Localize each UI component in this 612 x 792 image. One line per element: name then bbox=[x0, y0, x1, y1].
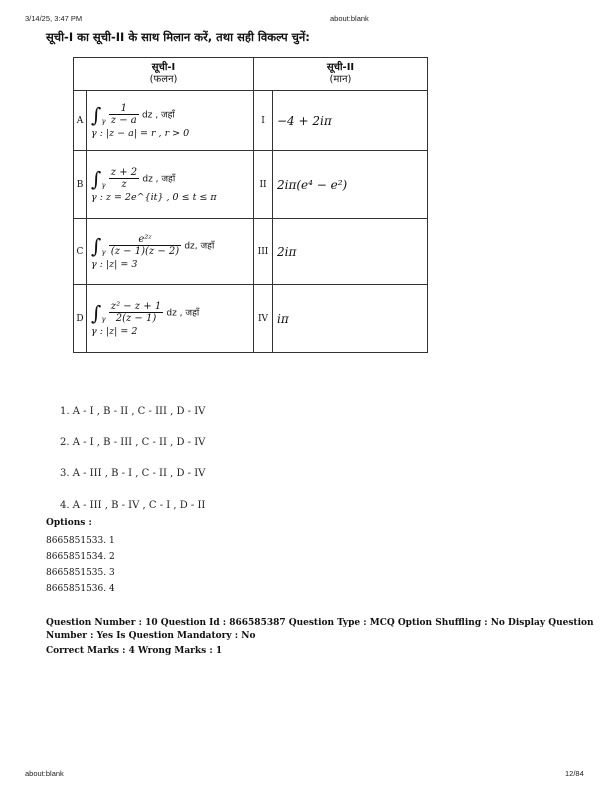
numerator: e²ᶻ bbox=[109, 234, 181, 246]
numerator: z² − z + 1 bbox=[110, 301, 162, 312]
table-header-row bbox=[74, 58, 428, 91]
fraction bbox=[109, 103, 139, 126]
value-label: II bbox=[254, 151, 273, 219]
integral-contour: γ bbox=[101, 248, 106, 256]
table-row bbox=[74, 285, 428, 353]
integral-tail: dz , जहाँ bbox=[142, 174, 176, 184]
footer-url: about:blank bbox=[25, 769, 64, 778]
value: iπ bbox=[273, 285, 428, 353]
integral-sign-icon: ∫ bbox=[91, 233, 102, 258]
integral-contour: γ bbox=[101, 181, 106, 189]
choice-1: 1. A - I , B - II , C - III , D - IV bbox=[60, 406, 206, 417]
fraction bbox=[109, 167, 139, 190]
value-label: IV bbox=[254, 285, 273, 353]
col2-header bbox=[254, 58, 428, 91]
integral-expression bbox=[87, 285, 254, 353]
integral-expression bbox=[87, 91, 254, 151]
row-label: D bbox=[74, 285, 87, 353]
value-label: I bbox=[254, 91, 273, 151]
options-label: Options : bbox=[46, 518, 92, 528]
row-label: A bbox=[74, 91, 87, 151]
col1-header bbox=[74, 58, 254, 91]
choice-3: 3. A - III , B - I , C - II , D - IV bbox=[60, 468, 206, 479]
integral-tail: dz, जहाँ bbox=[184, 241, 215, 251]
value: −4 + 2iπ bbox=[273, 91, 428, 151]
numerator: 1 bbox=[109, 103, 139, 115]
numerator: z + 2 bbox=[110, 167, 138, 178]
option-id: 8665851536. 4 bbox=[46, 584, 115, 594]
contour-condition: γ : z = 2e^{it} , 0 ≤ t ≤ π bbox=[91, 191, 217, 203]
integral-contour: γ bbox=[101, 315, 106, 323]
contour-condition: γ : |z| = 3 bbox=[91, 258, 138, 270]
integral-tail: dz , जहाँ bbox=[141, 110, 175, 120]
footer-page-number: 12/84 bbox=[565, 769, 584, 778]
denominator: z − a bbox=[110, 115, 137, 126]
match-table bbox=[73, 57, 428, 353]
integral-sign-icon: ∫ bbox=[91, 300, 102, 325]
denominator: z bbox=[121, 179, 127, 190]
header-title: about:blank bbox=[330, 14, 369, 23]
choice-2: 2. A - I , B - III , C - II , D - IV bbox=[60, 437, 206, 448]
contour-condition: γ : |z| = 2 bbox=[91, 325, 138, 337]
integral-expression bbox=[87, 219, 254, 285]
col1-title: सूची-I bbox=[151, 62, 176, 73]
header-datetime: 3/14/25, 3:47 PM bbox=[25, 14, 83, 23]
choice-4: 4. A - III , B - IV , C - I , D - II bbox=[60, 500, 206, 511]
contour-condition: γ : |z − a| = r , r > 0 bbox=[91, 127, 190, 139]
table-row bbox=[74, 91, 428, 151]
value: 2iπ bbox=[273, 219, 428, 285]
row-label: C bbox=[74, 219, 87, 285]
integral-contour: γ bbox=[101, 117, 106, 125]
question-instruction: सूची-I का सूची-II के साथ मिलान करें, तथा सही विकल्प चुनें: bbox=[46, 30, 310, 44]
col1-subtitle: (फलन) bbox=[149, 74, 178, 85]
col2-subtitle: (मान) bbox=[329, 74, 352, 85]
fraction bbox=[109, 234, 181, 257]
option-id: 8665851534. 2 bbox=[46, 552, 115, 562]
next-question-meta-line1: Question Number : 10 Question Id : 866585387 Question Type : MCQ Option Shuffling : No Display Question bbox=[46, 618, 594, 628]
value-label: III bbox=[254, 219, 273, 285]
fraction bbox=[109, 301, 163, 324]
table-row bbox=[74, 219, 428, 285]
next-question-marks: Correct Marks : 4 Wrong Marks : 1 bbox=[46, 646, 223, 656]
option-id: 8665851533. 1 bbox=[46, 536, 115, 546]
row-label: B bbox=[74, 151, 87, 219]
integral-expression bbox=[87, 151, 254, 219]
denominator: (z − 1)(z − 2) bbox=[110, 246, 180, 257]
option-id: 8665851535. 3 bbox=[46, 568, 115, 578]
integral-sign-icon: ∫ bbox=[91, 166, 102, 191]
integral-tail: dz , जहाँ bbox=[166, 308, 200, 318]
next-question-meta-line2: Number : Yes Is Question Mandatory : No bbox=[46, 631, 256, 641]
integral-sign-icon: ∫ bbox=[91, 102, 102, 127]
col2-title: सूची-II bbox=[326, 62, 355, 73]
table-row bbox=[74, 151, 428, 219]
denominator: 2(z − 1) bbox=[115, 313, 157, 324]
value: 2iπ(e⁴ − e²) bbox=[273, 151, 428, 219]
